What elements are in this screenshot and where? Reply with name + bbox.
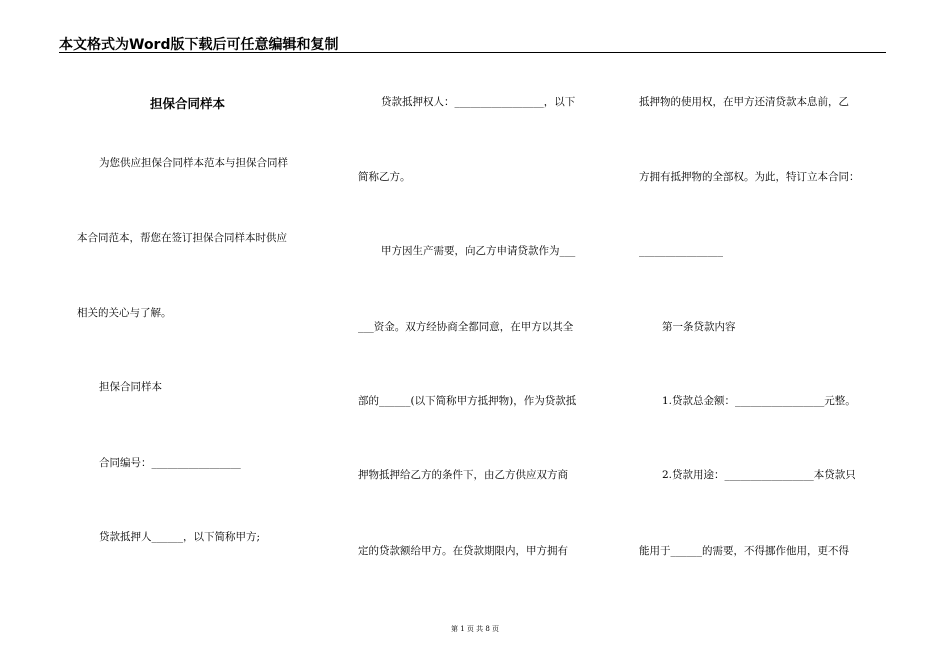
column3-line-2: 方拥有抵押物的全部权。为此，特订立本合同： bbox=[639, 171, 860, 183]
column1-line-2: 本合同范本，帮您在签订担保合同样本时供应 bbox=[77, 232, 287, 244]
page-number: 第 1 页 共 8 页 bbox=[450, 625, 500, 633]
column1-line-3: 相关的关心与了解。 bbox=[77, 307, 172, 319]
column3-line-1: 抵押物的使用权，在甲方还清贷款本息前，乙 bbox=[639, 96, 849, 108]
column1-line-4: 担保合同样本 bbox=[99, 381, 162, 393]
column3-line-3: ________________ bbox=[639, 245, 723, 257]
column3-line-7: 能用于______的需要，不得挪作他用，更不得 bbox=[639, 545, 849, 557]
column1-line-5: 合同编号：_________________ bbox=[99, 457, 241, 469]
header-divider bbox=[59, 52, 886, 53]
column1-line-1: 为您供应担保合同样本范本与担保合同样 bbox=[99, 157, 288, 169]
column2-line-1: 贷款抵押权人：_________________，以下 bbox=[381, 96, 576, 108]
column2-line-3: 甲方因生产需要，向乙方申请贷款作为___ bbox=[381, 245, 576, 257]
column3-line-6: 2.贷款用途：_________________本贷款只 bbox=[662, 469, 856, 481]
column3-line-5: 1.贷款总金额：_________________元整。 bbox=[662, 395, 856, 407]
column1-line-6: 贷款抵押人______，以下简称甲方; bbox=[99, 531, 261, 543]
column2-line-7: 定的贷款额给甲方。在贷款期限内，甲方拥有 bbox=[358, 545, 568, 557]
column2-line-4: ___资金。双方经协商全都同意，在甲方以其全 bbox=[358, 321, 574, 333]
column3-line-4: 第一条贷款内容 bbox=[662, 321, 736, 333]
column2-line-6: 押物抵押给乙方的条件下，由乙方供应双方商 bbox=[358, 469, 568, 481]
document-title: 担保合同样本 bbox=[150, 96, 226, 111]
document-header-title: 本文格式为Word版下载后可任意编辑和复制 bbox=[59, 37, 339, 53]
column2-line-2: 简称乙方。 bbox=[358, 171, 411, 183]
column2-line-5: 部的______(以下简称甲方抵押物)，作为贷款抵 bbox=[358, 395, 577, 407]
